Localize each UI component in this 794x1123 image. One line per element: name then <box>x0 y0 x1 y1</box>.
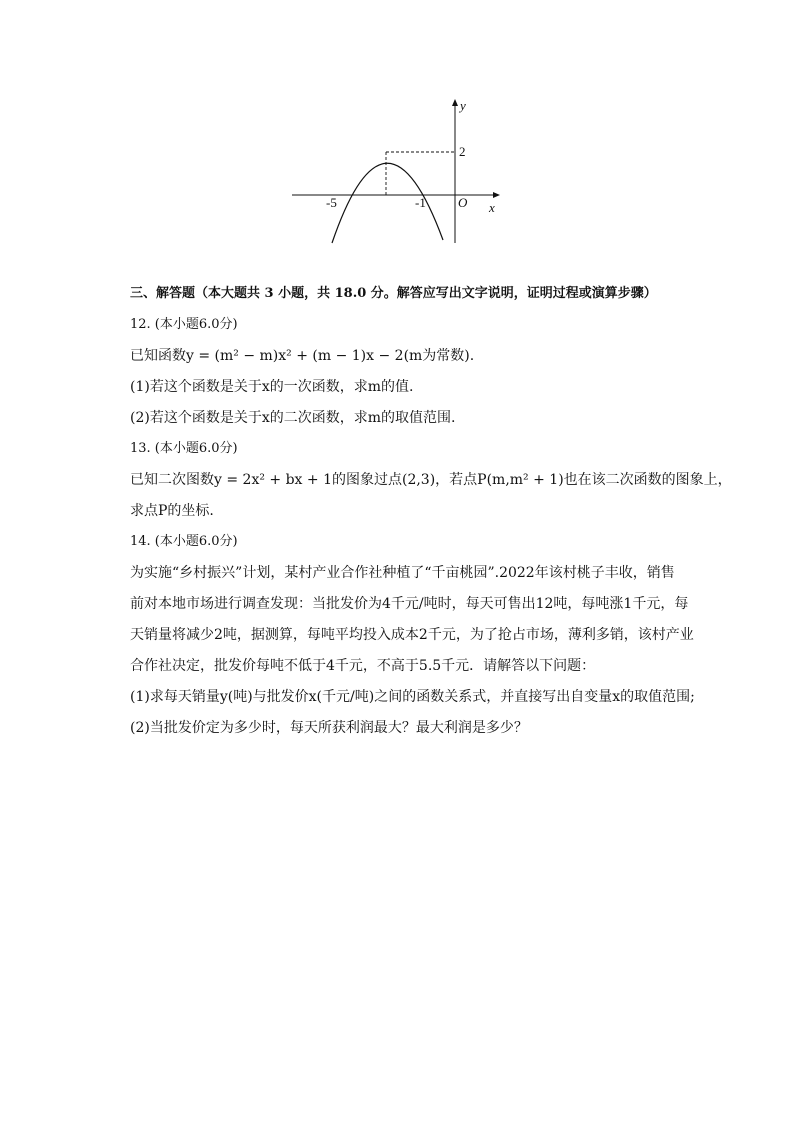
x-axis-arrow <box>493 192 500 198</box>
question-14-text-4: 合作社决定，批发价每吨不低于4千元，不高于5.5千元．请解答以下问题： <box>130 658 596 674</box>
question-14-text-3: 天销量将减少2吨，据测算，每吨平均投入成本2千元，为了抢占市场，薄利多销，该村产业 <box>130 627 694 643</box>
tick-label-2: 2 <box>459 144 466 159</box>
x-axis-label: x <box>489 200 495 215</box>
question-14-head: 14. (本小题6.0分) <box>130 534 238 549</box>
question-13-stem: 已知二次图数y = 2x² + bx + 1的图象过点(2,3)，若点P(m,m² + 1)也在该二次函数的图象上， <box>130 472 732 488</box>
question-13-stem-cont: 求点P的坐标. <box>130 503 214 519</box>
question-12-stem: 已知函数y = (m² − m)x² + (m − 1)x − 2(m为常数). <box>130 348 475 364</box>
tick-label-neg1: -1 <box>415 195 426 210</box>
question-12-part-1: (1)若这个函数是关于x的一次函数，求m的值. <box>130 379 414 395</box>
question-12-part-2: (2)若这个函数是关于x的二次函数，求m的取值范围. <box>130 410 456 426</box>
parabola-graph <box>280 90 520 250</box>
exam-content <box>130 283 732 748</box>
question-14-part-1: (1)求每天销量y(吨)与批发价x(千元/吨)之间的函数关系式，并直接写出自变量x的取值范围; <box>130 689 695 705</box>
origin-label: O <box>458 195 468 210</box>
question-14-text-1: 为实施“乡村振兴”计划，某村产业合作社种植了“千亩桃园”.2022年该村桃子丰收，销售 <box>130 565 675 581</box>
question-12-head: 12. (本小题6.0分) <box>130 317 238 332</box>
question-14-text-2: 前对本地市场进行调查发现：当批发价为4千元/吨时，每天可售出12吨，每吨涨1千元，每 <box>130 596 689 612</box>
question-13-head: 13. (本小题6.0分) <box>130 441 238 456</box>
y-axis-label: y <box>460 98 466 113</box>
parabola-figure <box>280 90 520 250</box>
question-14-part-2: (2)当批发价定为多少时，每天所获利润最大？最大利润是多少？ <box>130 720 528 736</box>
parabola-curve <box>332 163 443 243</box>
y-axis-arrow <box>452 99 458 106</box>
section-header: 三、解答题（本大题共 3 小题，共 18.0 分。解答应写出文字说明，证明过程或演算步骤） <box>130 286 657 301</box>
tick-label-neg5: -5 <box>326 195 337 210</box>
